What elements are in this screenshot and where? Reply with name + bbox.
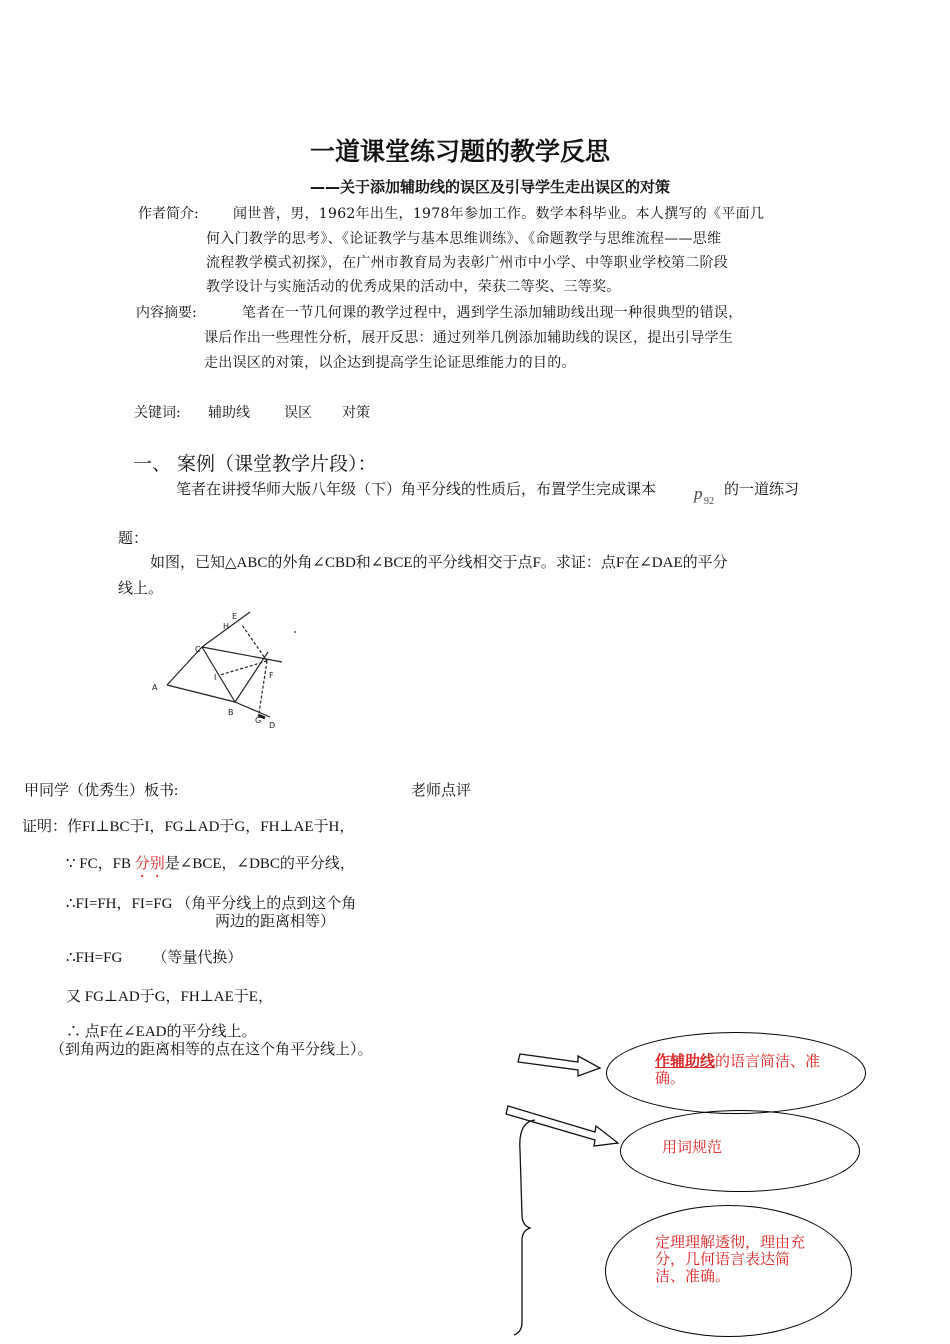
label-i: I: [214, 673, 217, 682]
edge-cb: [202, 647, 235, 702]
proof-line-2-a: ∵ FC，FB: [66, 856, 135, 872]
proof-line-6: ∴ 点F在∠EAD的平分线上。: [66, 1024, 257, 1040]
keyword-2: 误区: [284, 405, 312, 421]
label-g: G: [255, 716, 262, 725]
label-c: C: [195, 645, 201, 654]
page-ref-number: 92: [704, 496, 714, 507]
proof-line-2: [66, 852, 355, 881]
curly-brace: [514, 1120, 535, 1335]
author-label: 作者简介:: [138, 206, 199, 222]
case-para-line-2: 题：: [118, 531, 149, 547]
ray-ad: [235, 702, 270, 717]
section-heading: 一、 案例（课堂教学片段）：: [133, 453, 377, 475]
proof-keyword-fenbie: 分别: [134, 856, 165, 872]
proof-line-3b: 两边的距离相等）: [215, 914, 336, 930]
label-h: H: [223, 622, 230, 631]
teacher-comment-label: 老师点评: [411, 783, 472, 799]
perp-fg: [259, 661, 267, 713]
comment-3: 定理理解透彻，理由充分，几何语言表达简洁、准确。: [655, 1233, 806, 1285]
proof-line-1: 证明：作FI⊥BC于I，FG⊥AD于G，FH⊥AE于H，: [22, 819, 355, 835]
keyword-3: 对策: [342, 405, 370, 421]
keywords-label: 关键词:: [134, 405, 181, 421]
summary-line-3: 走出误区的对策，以企达到提高学生论证思维能力的目的。: [204, 355, 576, 371]
summary-line-2: 课后作出一些理性分析，展开反思：通过列举几例添加辅助线的误区，提出引导学生: [204, 330, 734, 346]
proof-line-2-c: 是∠BCE，∠DBC的平分线，: [164, 856, 355, 872]
proof-line-4: ∴FH=FG （等量代换）: [66, 950, 243, 966]
author-line-2: 何入门教学的思考》、《论证教学与基本思维训练》、《命题教学与思维流程——思维: [206, 231, 722, 247]
label-f: F: [269, 671, 274, 680]
edge-ab: [167, 685, 235, 702]
bisector-bf: [235, 652, 268, 702]
comment-1-underlined: 作辅助线: [655, 1052, 716, 1070]
case-para-line-1-end: 的一道练习: [724, 482, 800, 498]
bisector-cf: [202, 647, 282, 662]
author-line-3: 流程教学模式初探》，在广州市教育局为表彰广州市中小学、中等职业学校第二阶段: [206, 255, 729, 271]
summary-label: 内容摘要:: [136, 305, 197, 321]
page-title: 一道课堂练习题的教学反思: [309, 137, 610, 166]
label-e: E: [232, 612, 238, 621]
page-ref-p: p: [694, 484, 703, 503]
summary-line-1: 笔者在一节几何课的教学过程中，遇到学生添加辅助线出现一种很典型的错误，: [242, 305, 743, 321]
label-d: D: [269, 721, 276, 730]
page-subtitle: ——关于添加辅助线的误区及引导学生走出误区的对策: [310, 178, 671, 196]
problem-line-1: 如图，已知△ABC的外角∠CBD和∠BCE的平分线相交于点F。求证：点F在∠DAE的平分: [150, 555, 728, 571]
comment-1: [655, 1053, 825, 1087]
label-b: B: [228, 708, 234, 717]
comment-1-rest: 的语言简洁、准确。: [655, 1052, 821, 1087]
keyword-1: 辅助线: [208, 405, 250, 421]
proof-line-5: 又 FG⊥AD于G，FH⊥AE于E，: [66, 989, 273, 1005]
proof-line-7: （到角两边的距离相等的点在这个角平分线上）。: [50, 1042, 373, 1058]
perp-fi: [220, 661, 267, 675]
arrow-right-icon: [518, 1054, 600, 1076]
author-line-1: 闻世普，男，1962年出生，1978年参加工作。数学本科毕业。本人撰写的《平面几: [233, 206, 765, 222]
proof-line-3: ∴FI=FH，FI=FG （角平分线上的点到这个角: [66, 896, 357, 912]
case-para-line-1: 笔者在讲授华师大版八年级（下）角平分线的性质后，布置学生完成课本: [176, 482, 657, 498]
label-a: A: [152, 683, 158, 692]
stray-dot: [294, 631, 296, 633]
author-line-4: 教学设计与实施活动的优秀成果的活动中，荣获二等奖、三等奖。: [206, 279, 621, 295]
comment-2: 用词规范: [662, 1138, 723, 1156]
arrow-right-icon-2: [506, 1106, 618, 1146]
geometry-figure: [140, 605, 310, 735]
problem-line-2: 线上。: [118, 581, 164, 597]
student-label: 甲同学（优秀生）板书:: [24, 783, 179, 799]
